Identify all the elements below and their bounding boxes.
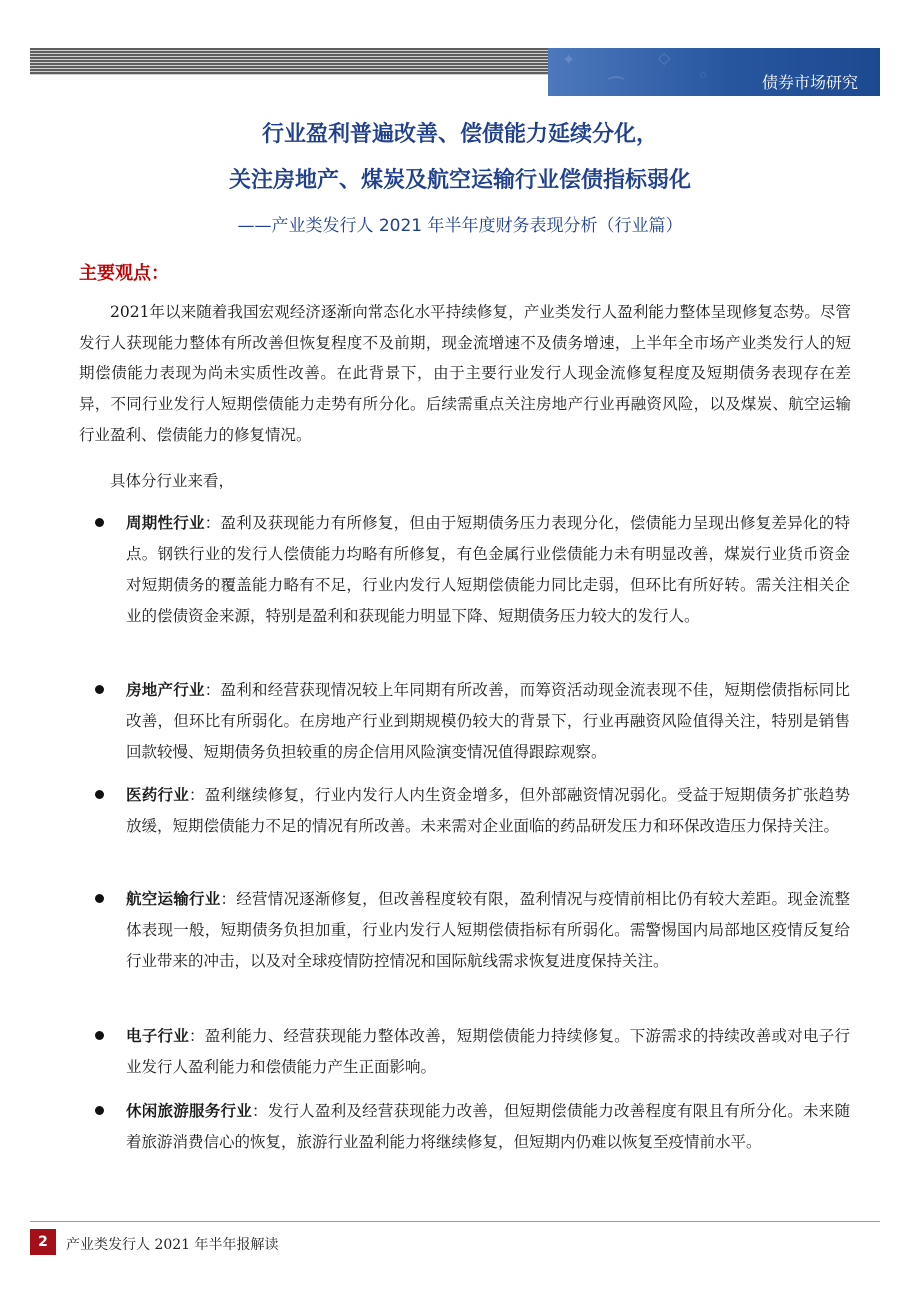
bullet-real-estate <box>126 675 850 768</box>
bullet-text: ：盈利继续修复，行业内发行人内生资金增多，但外部融资情况弱化。受益于短期债务扩张趋势放缓，短期偿债能力不足的情况有所改善。未来需对企业面临的药品研发压力和环保改造压力保持关注。 <box>126 786 850 835</box>
key-points-heading: 主要观点： <box>79 263 169 284</box>
bullet-text: ：盈利能力、经营获现能力整体改善，短期偿债能力持续修复。下游需求的持续改善或对电子行业发行人盈利能力和偿债能力产生正面影响。 <box>126 1027 850 1076</box>
bullet-label: 电子行业 <box>126 1027 189 1045</box>
bullet-text: ：盈利及获现能力有所修复，但由于短期债务压力表现分化，偿债能力呈现出修复差异化的特点。钢铁行业的发行人偿债能力均略有所修复，有色金属行业偿债能力未有明显改善，煤炭行业货币资金对短期债务的覆盖能力略有不足，行业内发行人短期偿债能力同比走弱，但环比有所好转。需关注相关企业的偿债资金来源，特别是盈利和获现能力明显下降、短期债务压力较大的发行人。 <box>126 514 850 625</box>
bullet-dot-icon <box>95 1031 104 1040</box>
bullet-dot-icon <box>95 685 104 694</box>
header-banner: ✦ ◇ ◦ ⌒ 债券市场研究 <box>548 48 880 96</box>
bullet-cyclical <box>126 508 850 632</box>
bullet-dot-icon <box>95 894 104 903</box>
bullet-label: 房地产行业 <box>126 681 205 699</box>
footer-divider <box>30 1221 880 1222</box>
bullet-text: ：盈利和经营获现情况较上年同期有所改善，而筹资活动现金流表现不佳，短期偿债指标同比改善，但环比有所弱化。在房地产行业到期规模仍较大的背景下，行业再融资风险值得关注，特别是销售回款较慢、短期债务负担较重的房企信用风险演变情况值得跟踪观察。 <box>126 681 850 761</box>
bullet-label: 周期性行业 <box>126 514 205 532</box>
bullet-text: ：发行人盈利及经营获现能力改善，但短期偿债能力改善程度有限且有所分化。未来随着旅游消费信心的恢复，旅游行业盈利能力将继续修复，但短期内仍难以恢复至疫情前水平。 <box>126 1102 850 1151</box>
bullet-label: 休闲旅游服务行业 <box>126 1102 252 1120</box>
page-number: 2 <box>30 1229 56 1255</box>
lead-sentence: 具体分行业来看， <box>110 472 235 490</box>
bullet-electronics <box>126 1021 850 1083</box>
bullet-text: ：经营情况逐渐修复，但改善程度较有限，盈利情况与疫情前相比仍有较大差距。现金流整体表现一般，短期债务负担加重，行业内发行人短期偿债指标有所弱化。需警惕国内局部地区疫情反复给行业带来的冲击，以及对全球疫情防控情况和国际航线需求恢复进度保持关注。 <box>126 890 850 970</box>
bullet-pharma <box>126 780 850 842</box>
bullet-aviation <box>126 884 850 977</box>
bullet-label: 医药行业 <box>126 786 189 804</box>
header-section-title: 债券市场研究 <box>761 73 858 92</box>
main-title-line-2: 关注房地产、煤炭及航空运输行业偿债指标弱化 <box>228 168 691 193</box>
main-title-line-1: 行业盈利普遍改善、偿债能力延续分化， <box>261 122 658 147</box>
subtitle: ——产业类发行人 2021 年半年度财务表现分析（行业篇） <box>237 216 683 236</box>
intro-paragraph: 2021年以来随着我国宏观经济逐渐向常态化水平持续修复，产业类发行人盈利能力整体呈现修复态势。尽管发行人获现能力整体有所改善但恢复程度不及前期，现金流增速不及债务增速，上半年全市场产业类发行人的短期偿债能力表现为尚未实质性改善。在此背景下，由于主要行业发行人现金流修复程度及短期债务表现存在差异，不同行业发行人短期偿债能力走势有所分化。后续需重点关注房地产行业再融资风险，以及煤炭、航空运输行业盈利、偿债能力的修复情况。 <box>79 303 851 444</box>
bullet-dot-icon <box>95 790 104 799</box>
bullet-dot-icon <box>95 518 104 527</box>
bullet-label: 航空运输行业 <box>126 890 221 908</box>
bullet-leisure-travel <box>126 1096 850 1158</box>
bullet-dot-icon <box>95 1106 104 1115</box>
footer-caption: 产业类发行人 2021 年半年报解读 <box>66 1237 279 1253</box>
header-stripe-bar <box>30 48 550 75</box>
